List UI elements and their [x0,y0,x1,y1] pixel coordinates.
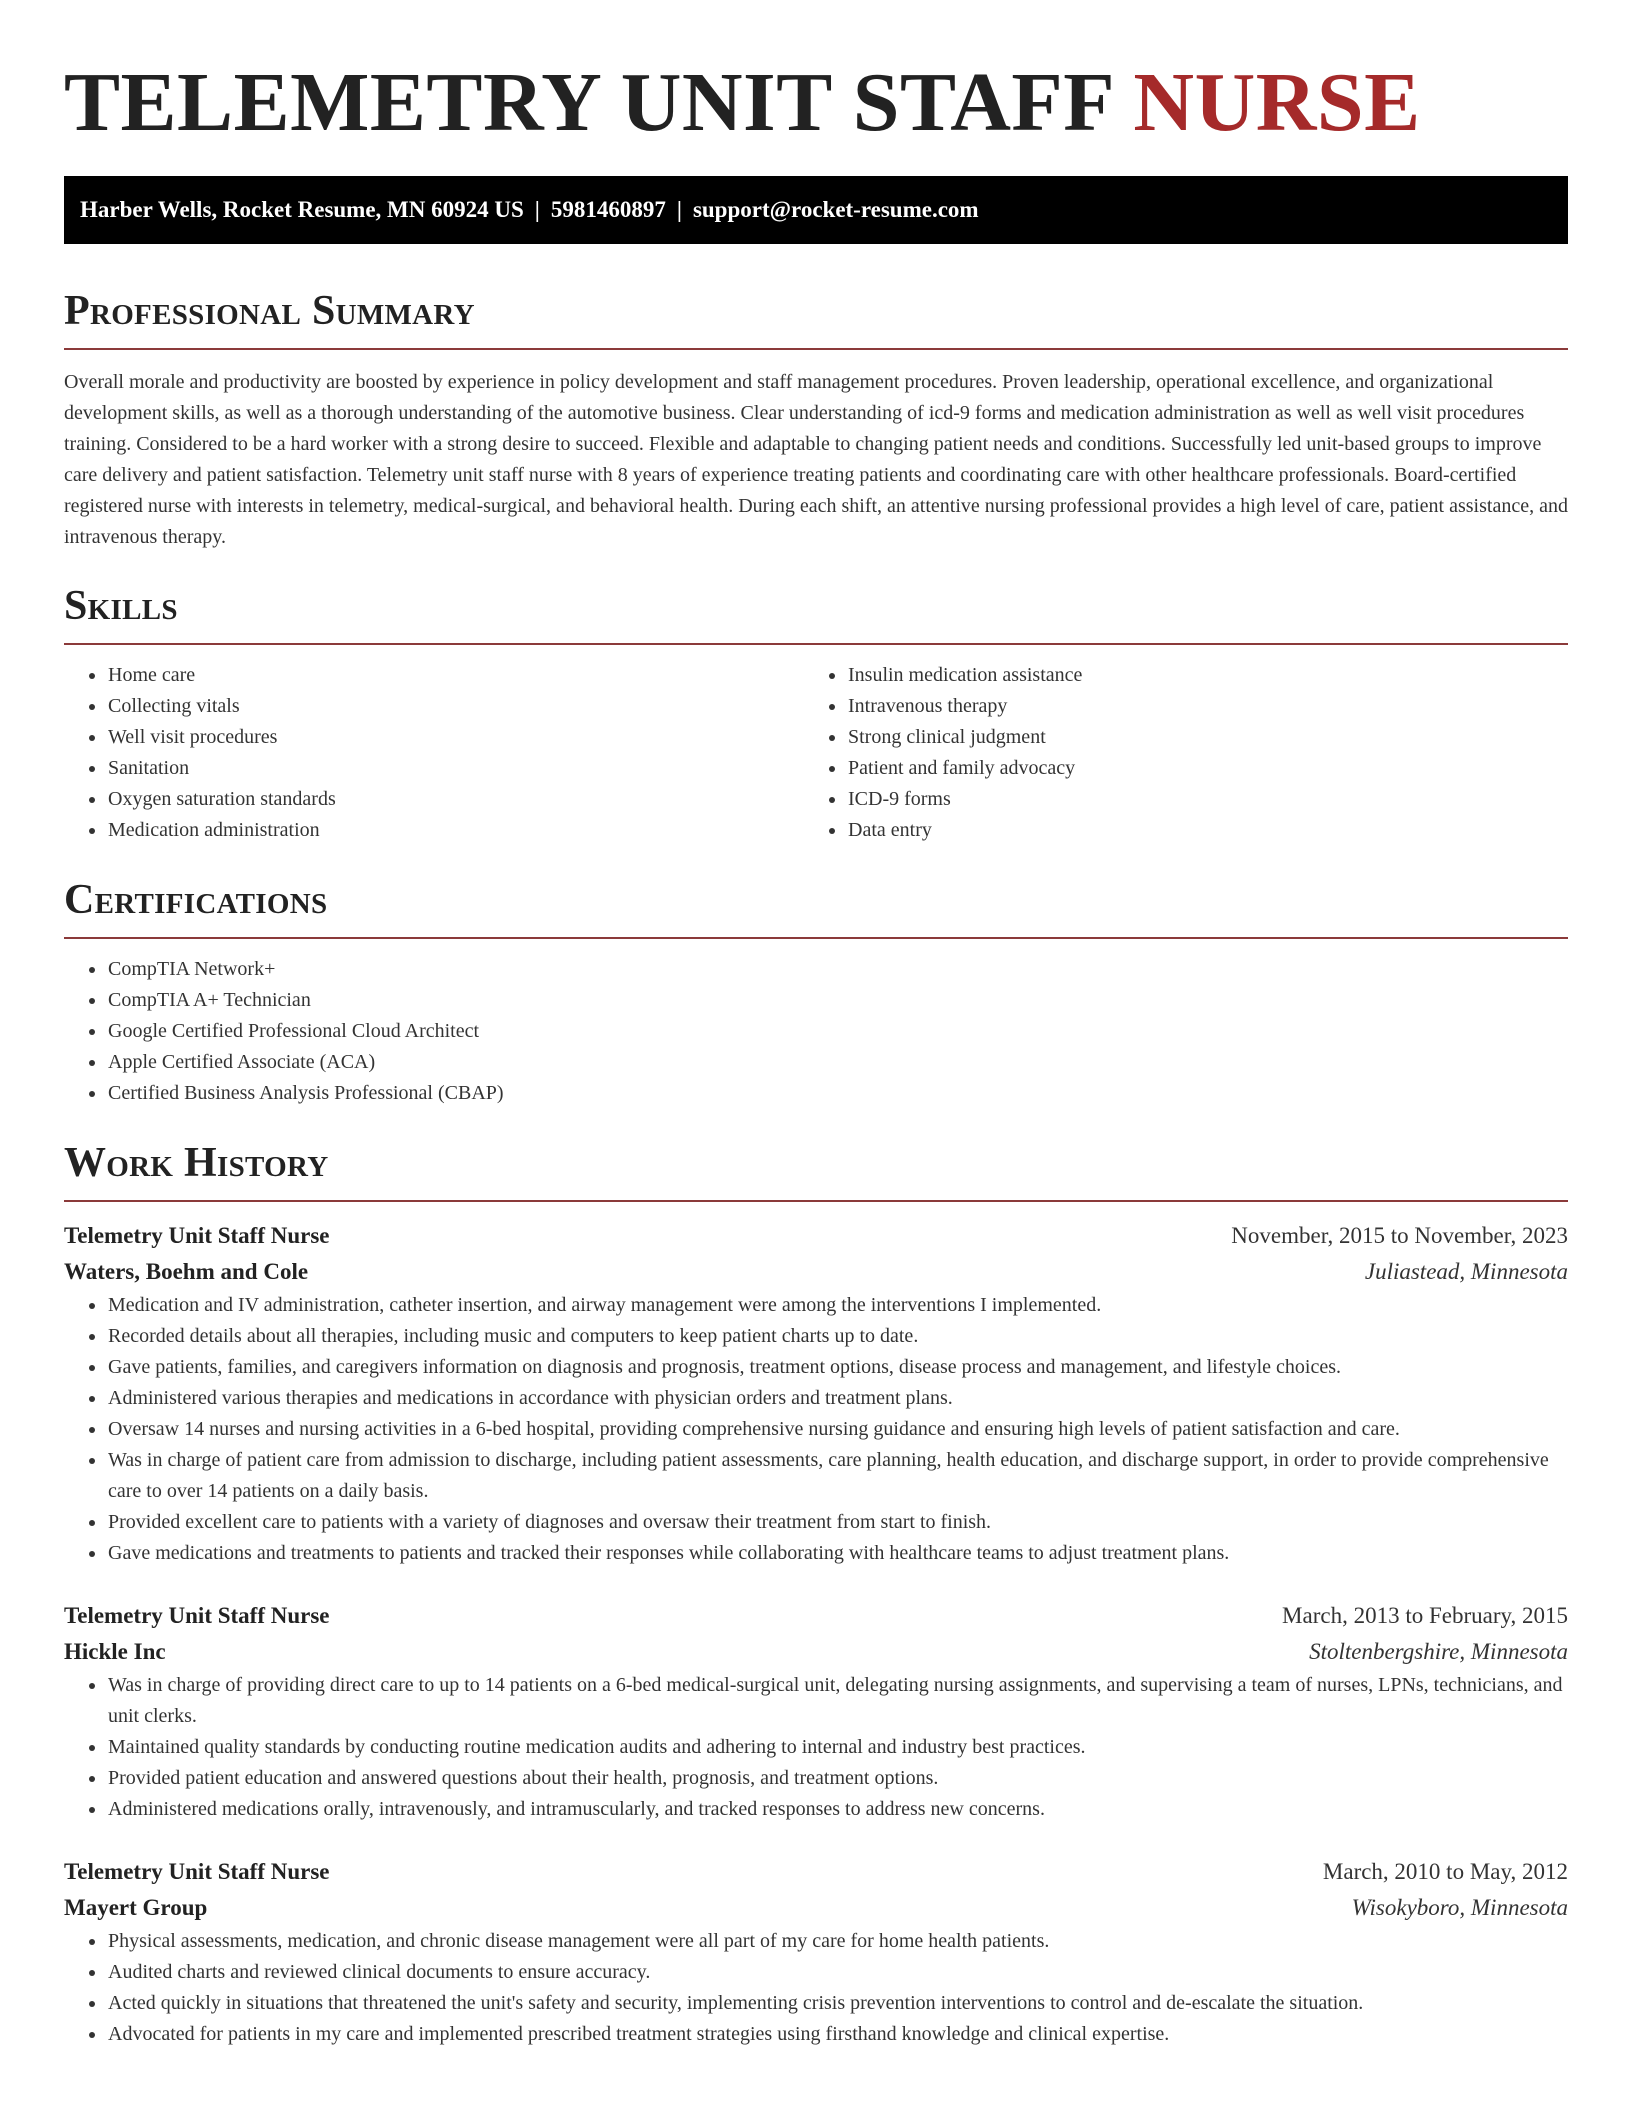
skill-item: • Strong clinical judgment [847,722,1544,753]
skill-item: • Intravenous therapy [847,691,1544,722]
section-divider [64,937,1568,939]
job-bullet: • Was in charge of providing direct care to up to 14 patients on a 6-bed medical-surgical unit, delegating nursing assignments, and supervising a team of nurses, LPNs, technicians, and unit clerks. [107,1670,1568,1732]
skills-section [64,581,1568,846]
certification-item: • CompTIA Network+ [107,954,1568,985]
job-bullet: • Physical assessments, medication, and chronic disease management were all part of my care for home health patients. [107,1926,1568,1957]
job-company-row [64,1890,1568,1926]
job-header-row [64,1218,1568,1254]
skill-item: • Home care [107,660,804,691]
job-company: Mayert Group [64,1895,208,1920]
job-bullet: • Medication and IV administration, catheter insertion, and airway management were among the interventions I implemented. [107,1290,1568,1321]
section-divider [64,1200,1568,1202]
job-dates: November, 2015 to November, 2023 [1231,1223,1568,1248]
job-header-row [64,1598,1568,1634]
job-entry [64,1218,1568,1569]
job-bullet-list [64,1926,1568,2050]
certification-item: • Apple Certified Associate (ACA) [107,1047,1568,1078]
job-bullet: • Gave patients, families, and caregivers information on diagnosis and prognosis, treatment options, disease process and management, and lifestyle choices. [107,1352,1568,1383]
job-title: Telemetry Unit Staff Nurse [64,1223,330,1248]
certification-item: • Google Certified Professional Cloud Architect [107,1016,1568,1047]
job-company: Hickle Inc [64,1639,166,1664]
skills-heading: Skills [64,583,178,629]
job-bullet: • Maintained quality standards by conducting routine medication audits and adhering to internal and industry best practices. [107,1732,1568,1763]
job-bullet: • Administered medications orally, intravenously, and intramuscularly, and tracked responses to address new concerns. [107,1794,1568,1825]
job-title: Telemetry Unit Staff Nurse [64,1603,330,1628]
skill-item: • Insulin medication assistance [847,660,1544,691]
section-divider [64,643,1568,645]
contact-bar [64,176,1568,244]
job-bullet: • Gave medications and treatments to patients and tracked their responses while collaborating with healthcare teams to adjust treatment plans. [107,1538,1568,1569]
job-header-row [64,1854,1568,1890]
job-bullet-list [64,1670,1568,1825]
job-company-row [64,1254,1568,1290]
job-bullet: • Provided excellent care to patients with a variety of diagnoses and oversaw their treatment from start to finish. [107,1507,1568,1538]
job-bullet: • Audited charts and reviewed clinical documents to ensure accuracy. [107,1957,1568,1988]
job-entry [64,1598,1568,1825]
section-divider [64,348,1568,350]
job-location: Juliastead, Minnesota [1364,1259,1568,1284]
certifications-list [64,954,1568,1109]
certifications-section [64,875,1568,1109]
job-bullet: • Advocated for patients in my care and implemented prescribed treatment strategies using firsthand knowledge and clinical expertise. [107,2019,1568,2050]
skill-item: • Collecting vitals [107,691,804,722]
certification-item: • Certified Business Analysis Professional (CBAP) [107,1078,1568,1109]
job-bullet: • Was in charge of patient care from admission to discharge, including patient assessments, care planning, health education, and discharge support, in order to provide comprehensive care to over 14 patients on a daily basis. [107,1445,1568,1507]
job-bullet: • Oversaw 14 nurses and nursing activities in a 6-bed hospital, providing comprehensive nursing guidance and ensuring high levels of patient satisfaction and care. [107,1414,1568,1445]
job-dates: March, 2010 to May, 2012 [1322,1859,1568,1884]
skill-item: • Patient and family advocacy [847,753,1544,784]
job-location: Stoltenbergshire, Minnesota [1309,1639,1568,1664]
title-main: TELEMETRY UNIT STAFF [64,56,1134,149]
skill-item: • Oxygen saturation standards [107,784,804,815]
job-bullet-list [64,1290,1568,1569]
summary-text: Overall morale and productivity are boosted by experience in policy development and staff management procedures. Proven leadership, operational excellence, and organizational development skills, as well as a thorough understanding of the automotive business. Clear understanding of icd-9 forms and medication administration as well as well visit procedures training. Considered to be a hard worker with a strong desire to succeed. Flexible and adaptable to changing patient needs and conditions. Successfully led unit-based groups to improve care delivery and patient satisfaction. Telemetry unit staff nurse with 8 years of experience treating patients and coordinating care with other healthcare professionals. Board-certified registered nurse with interests in telemetry, medical-surgical, and behavioral health. During each shift, an attentive nursing professional provides a high level of care, patient assistance, and intravenous therapy. [64,371,1568,548]
resume-title [64,55,1568,151]
contact-separator: | [534,197,540,222]
skills-list-right [804,660,1544,846]
summary-heading: Professional Summary [64,288,475,334]
skills-list-left [64,660,804,846]
job-bullet: • Acted quickly in situations that threatened the unit's safety and security, implementing crisis prevention interventions to control and de-escalate the situation. [107,1988,1568,2019]
skill-item: • Sanitation [107,753,804,784]
job-dates: March, 2013 to February, 2015 [1282,1603,1568,1628]
skills-column-left [64,660,804,846]
title-accent: NURSE [1133,56,1421,149]
skill-item: • Well visit procedures [107,722,804,753]
job-entry [64,1854,1568,2050]
job-bullet: • Recorded details about all therapies, including music and computers to keep patient charts up to date. [107,1321,1568,1352]
work-history-heading: Work History [64,1140,329,1186]
contact-phone: 5981460897 [550,197,666,222]
job-bullet: • Administered various therapies and medications in accordance with physician orders and treatment plans. [107,1383,1568,1414]
contact-separator: | [676,197,682,222]
skills-column-right [804,660,1544,846]
skills-grid [64,660,1568,846]
job-bullet: • Provided patient education and answered questions about their health, prognosis, and treatment options. [107,1763,1568,1794]
job-location: Wisokyboro, Minnesota [1351,1895,1568,1920]
job-company-row [64,1634,1568,1670]
skill-item: • Medication administration [107,815,804,846]
contact-email: support@rocket-resume.com [692,197,979,222]
certifications-heading: Certifications [64,877,328,923]
certification-item: • CompTIA A+ Technician [107,985,1568,1016]
skill-item: • Data entry [847,815,1544,846]
contact-address: Harber Wells, Rocket Resume, MN 60924 US [80,197,524,222]
job-company: Waters, Boehm and Cole [64,1259,309,1284]
skill-item: • ICD-9 forms [847,784,1544,815]
summary-section [64,286,1568,553]
job-title: Telemetry Unit Staff Nurse [64,1859,330,1884]
work-history-section [64,1138,1568,2050]
